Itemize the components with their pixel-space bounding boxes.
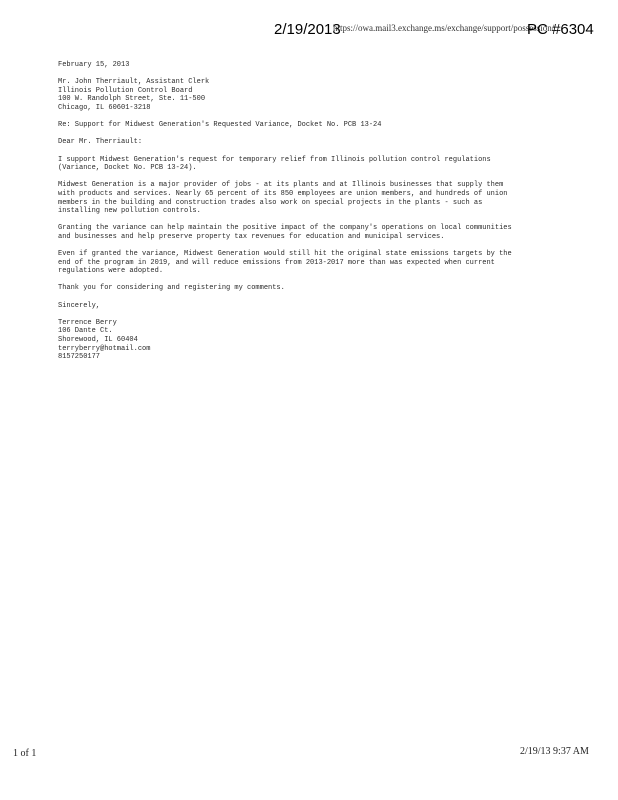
signature-block bbox=[58, 319, 558, 362]
paragraph-line: Thank you for considering and registering my comments. bbox=[58, 284, 285, 293]
paragraph-line: regulations were adopted. bbox=[58, 267, 164, 276]
paragraph bbox=[58, 181, 558, 215]
salutation: Dear Mr. Therriault: bbox=[58, 138, 143, 147]
subject-line: Re: Support for Midwest Generation's Requested Variance, Docket No. PCB 13-24 bbox=[58, 121, 382, 130]
paragraph-line: members in the building and construction trades also work on special projects in the plants - such as bbox=[58, 198, 483, 207]
paragraph bbox=[58, 250, 558, 276]
date-stamp: 2/19/2013 bbox=[274, 21, 341, 38]
paragraph bbox=[58, 284, 558, 293]
print-timestamp: 2/19/13 9:37 AM bbox=[520, 746, 589, 757]
signature-city: Shorewood, IL 60404 bbox=[58, 336, 138, 344]
paragraph bbox=[58, 156, 558, 173]
signature-email: terryberry@hotmail.com bbox=[58, 344, 151, 353]
pc-number-stamp: PC #6304 bbox=[527, 21, 594, 38]
paragraph bbox=[58, 224, 558, 241]
signature-phone: 8157250177 bbox=[58, 353, 101, 362]
signature-address: 106 Dante Ct. bbox=[58, 327, 113, 336]
paragraph-line: installing new pollution controls. bbox=[58, 207, 201, 216]
letter-body bbox=[58, 61, 558, 362]
paragraph-line: and businesses and help preserve property tax revenues for education and municipal services. bbox=[58, 232, 445, 241]
letter-date: February 15, 2013 bbox=[58, 61, 130, 69]
addressee-line: 100 W. Randolph Street, Ste. 11-500 bbox=[58, 95, 206, 104]
addressee-block bbox=[58, 78, 558, 112]
paragraph-line: with products and services. Nearly 65 percent of its 850 employees are union members, and hundreds of union bbox=[58, 189, 508, 198]
paragraph-line: Midwest Generation is a major provider of jobs - at its plants and at Illinois businesses that supply them bbox=[58, 181, 504, 190]
paragraph-line: (Variance, Docket No. PCB 13-24). bbox=[58, 164, 197, 173]
page-count: 1 of 1 bbox=[13, 748, 37, 759]
paragraph-line: end of the program in 2019, and will reduce emissions from 2013-2017 more than was expected when current bbox=[58, 258, 495, 267]
paragraph-line: Granting the variance can help maintain the positive impact of the company's operations on local communities bbox=[58, 224, 512, 233]
closing: Sincerely, bbox=[58, 301, 101, 310]
addressee-line: Mr. John Therriault, Assistant Clerk bbox=[58, 78, 210, 87]
addressee-line: Illinois Pollution Control Board bbox=[58, 86, 193, 95]
paragraph-line: I support Midwest Generation's request for temporary relief from Illinois pollution control regulations bbox=[58, 155, 491, 164]
paragraph-line: Even if granted the variance, Midwest Generation would still hit the original state emissions targets by the bbox=[58, 250, 512, 259]
url-header: https://owa.mail3.exchange.ms/exchange/support/possession/... bbox=[333, 23, 561, 33]
signature-name: Terrence Berry bbox=[58, 318, 117, 327]
addressee-line: Chicago, IL 60601-3218 bbox=[58, 103, 151, 112]
